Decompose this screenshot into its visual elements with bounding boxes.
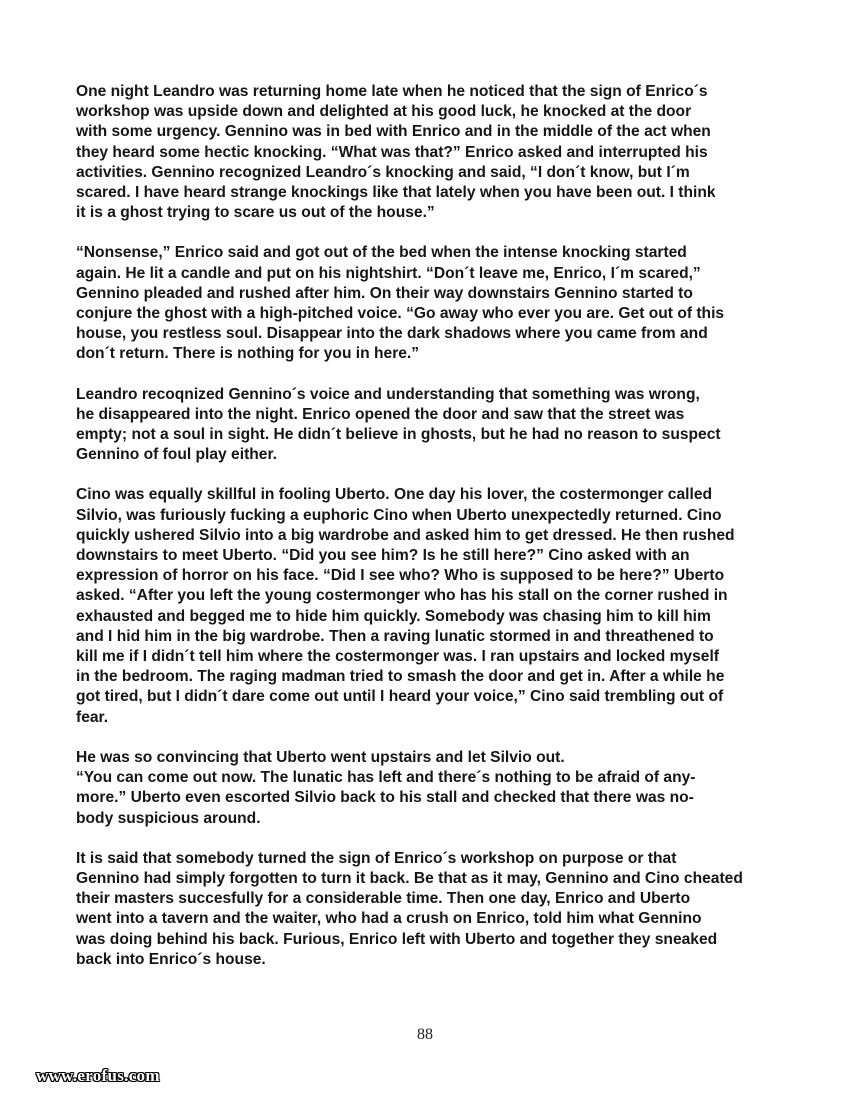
text-line: house, you restless soul. Disappear into the dark shadows where you came from and bbox=[76, 325, 708, 343]
text-line: their masters succesfully for a considerable time. Then one day, Enrico and Uberto bbox=[76, 890, 691, 908]
paragraph-2 bbox=[76, 243, 752, 364]
text-line: went into a tavern and the waiter, who had a crush on Enrico, told him what Gennino bbox=[76, 910, 702, 928]
page-number: 88 bbox=[417, 1026, 433, 1043]
text-line: kill me if I didn´t tell him where the costermonger was. I ran upstairs and locked myself bbox=[76, 648, 719, 666]
text-line: exhausted and begged me to hide him quickly. Somebody was chasing him to kill him bbox=[76, 607, 711, 625]
paragraph-5 bbox=[76, 748, 752, 829]
text-line: activities. Gennino recognized Leandro´s knocking and said, “I don´t know, but I´m bbox=[76, 163, 690, 181]
text-line: body suspicious around. bbox=[76, 809, 261, 827]
text-line: fear. bbox=[76, 708, 109, 726]
text-line: asked. “After you left the young costermonger who has his stall on the corner rushed in bbox=[76, 587, 728, 605]
text-line: Cino was equally skillful in fooling Uberto. One day his lover, the costermonger called bbox=[76, 486, 713, 504]
text-line: quickly ushered Silvio into a big wardrobe and asked him to get dressed. He then rushed bbox=[76, 526, 735, 544]
text-line: “Nonsense,” Enrico said and got out of the bed when the intense knocking started bbox=[76, 244, 687, 262]
text-line: again. He lit a candle and put on his nightshirt. “Don´t leave me, Enrico, I´m scared,” bbox=[76, 264, 701, 282]
text-line: Gennino pleaded and rushed after him. On their way downstairs Gennino started to bbox=[76, 284, 693, 302]
text-line: and I hid him in the big wardrobe. Then a raving lunatic stormed in and threathened to bbox=[76, 627, 714, 645]
watermark-text: www.erofus.com bbox=[36, 1066, 160, 1085]
text-line: empty; not a soul in sight. He didn´t believe in ghosts, but he had no reason to suspect bbox=[76, 426, 721, 444]
text-line: One night Leandro was returning home late when he noticed that the sign of Enrico´s bbox=[76, 83, 708, 100]
document-body bbox=[76, 82, 752, 990]
paragraph-1 bbox=[76, 82, 752, 223]
text-line: expression of horror on his face. “Did I see who? Who is supposed to be here?” Uberto bbox=[76, 567, 725, 585]
text-line: downstairs to meet Uberto. “Did you see him? Is he still here?” Cino asked with an bbox=[76, 547, 690, 565]
paragraph-3 bbox=[76, 385, 752, 466]
text-line: he disappeared into the night. Enrico opened the door and saw that the street was bbox=[76, 405, 685, 423]
text-line: was doing behind his back. Furious, Enrico left with Uberto and together they sneaked bbox=[76, 930, 718, 948]
text-line: with some urgency. Gennino was in bed with Enrico and in the middle of the act when bbox=[76, 123, 711, 141]
text-line: got tired, but I didn´t dare come out until I heard your voice,” Cino said trembling out of bbox=[76, 688, 724, 706]
text-line: in the bedroom. The raging madman tried to smash the door and get in. After a while he bbox=[76, 668, 725, 686]
text-line: It is said that somebody turned the sign of Enrico´s workshop on purpose or that bbox=[76, 849, 677, 867]
text-line: scared. I have heard strange knockings like that lately when you have been out. I think bbox=[76, 184, 716, 202]
paragraph-6 bbox=[76, 849, 752, 970]
text-line: Leandro recoqnized Gennino´s voice and understanding that something was wrong, bbox=[76, 385, 700, 403]
paragraph-4 bbox=[76, 485, 752, 727]
text-line: Silvio, was furiously fucking a euphoric Cino when Uberto unexpectedly returned. Cino bbox=[76, 506, 722, 524]
text-line: back into Enrico´s house. bbox=[76, 950, 266, 968]
text-line: don´t return. There is nothing for you in here.” bbox=[76, 345, 420, 363]
text-line: workshop was upside down and delighted at his good luck, he knocked at the door bbox=[76, 103, 692, 121]
text-line: Gennino of foul play either. bbox=[76, 446, 277, 464]
text-line: conjure the ghost with a high-pitched voice. “Go away who ever you are. Get out of this bbox=[76, 305, 725, 323]
watermark bbox=[30, 1066, 190, 1086]
text-line: it is a ghost trying to scare us out of the house.” bbox=[76, 204, 435, 222]
text-line: more.” Uberto even escorted Silvio back to his stall and checked that there was no- bbox=[76, 789, 694, 807]
text-line: they heard some hectic knocking. “What was that?” Enrico asked and interrupted his bbox=[76, 143, 708, 161]
text-line: Gennino had simply forgotten to turn it back. Be that as it may, Gennino and Cino cheated bbox=[76, 869, 743, 887]
text-line: “You can come out now. The lunatic has left and there´s nothing to be afraid of any- bbox=[76, 769, 696, 787]
text-line: He was so convincing that Uberto went upstairs and let Silvio out. bbox=[76, 748, 565, 766]
